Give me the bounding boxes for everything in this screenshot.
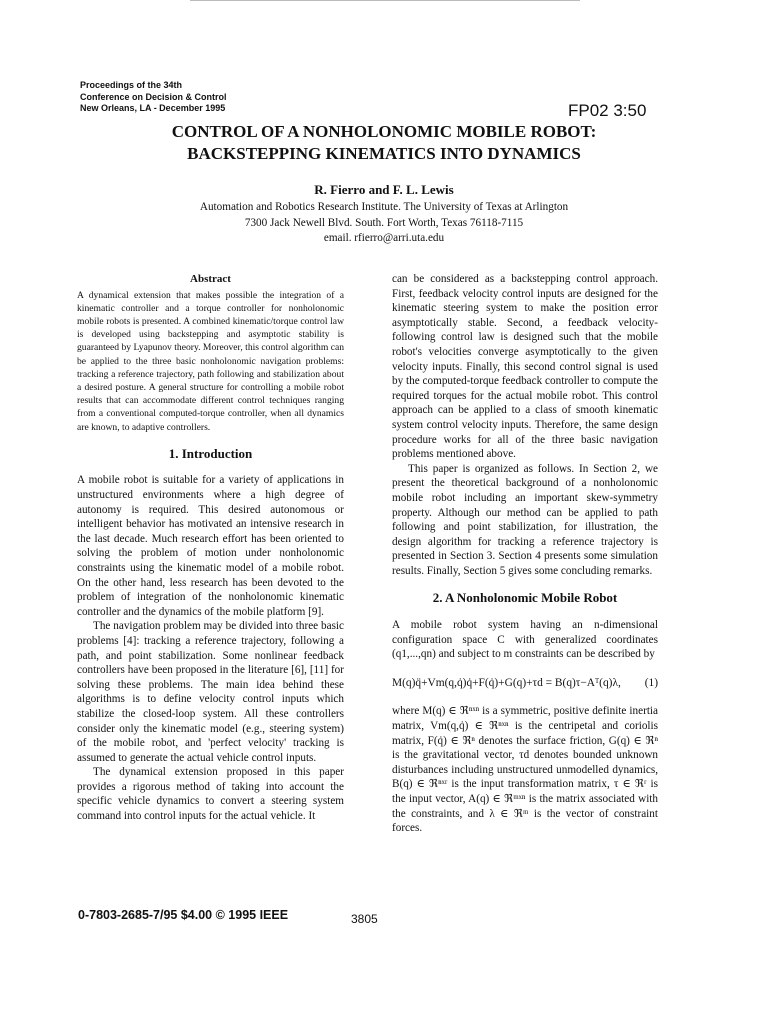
- abstract-text: A dynamical extension that makes possible the integration of a kinematic controller and a torque controller for nonholonomic mobile robots is presented. A combined kinematic/torque control law is developed using backstepping and asymptotic stability is guaranteed by Lyapunov theory. Moreover, this control algorithm can be applied to the three basic nonholonomic navigation problems: tracking a reference trajectory, path following and stabilization about a desired posture. A general structure for controlling a mobile robot results that can accommodate different control techniques ranging from a conventional computed-torque controller, when all dynamics are known, to adaptive controllers.: [77, 289, 345, 433]
- equation-body: M(q)q̈+Vm(q,q̇)q̇+F(q̇)+G(q)+τd = B(q)τ−Aᵀ(q)λ,: [392, 676, 621, 689]
- page-number: 3805: [351, 912, 378, 926]
- left-column: [77, 272, 344, 824]
- authors: R. Fierro and F. L. Lewis: [314, 182, 454, 197]
- title-line: BACKSTEPPING KINEMATICS INTO DYNAMICS: [187, 144, 581, 163]
- proceedings-line: New Orleans, LA - December 1995: [80, 103, 226, 113]
- body-paragraph: This paper is organized as follows. In Section 2, we present the theoretical background of a nonholonomic mobile robot including an important skew-symmetry property. Although our method can be applied to path following and point stabilization, for illustration, the design algorithm for tracking a reference trajectory is presented in Section 3. Section 4 presents some simulation results. Finally, Section 5 gives some concluding remarks.: [392, 462, 658, 577]
- affiliation-line: 7300 Jack Newell Blvd. South. Fort Worth, Texas 76118-7115: [244, 216, 524, 229]
- body-paragraph: where M(q) ∈ ℜⁿˣⁿ is a symmetric, positive definite inertia matrix, Vm(q,q̇) ∈ ℜⁿˣⁿ is the centripetal and coriolis matrix, F(q̇) ∈ ℜⁿ denotes the surface friction, G(q) ∈ ℜⁿ is the gravitational vector, τd denotes bounded unknown disturbances including unstructured unmodelled dynamics, B(q) ∈ ℜⁿˣʳ is the input transformation matrix, τ ∈ ℜʳ is the input vector, A(q) ∈ ℜᵐˣⁿ is the matrix associated with the constraints, and λ ∈ ℜᵐ is the vector of constraint forces.: [392, 705, 658, 835]
- title-line: CONTROL OF A NONHOLONOMIC MOBILE ROBOT:: [171, 122, 597, 141]
- proceedings-header: [80, 80, 227, 115]
- affiliation-line: Automation and Robotics Research Institute. The University of Texas at Arlington: [199, 201, 569, 213]
- section-2-heading: 2. A Nonholonomic Mobile Robot: [432, 590, 618, 606]
- affiliation: [100, 200, 668, 247]
- session-code: FP02 3:50: [568, 101, 647, 120]
- body-paragraph: A mobile robot system having an n-dimensional configuration space C with generalized coordinates (q1,...,qn) and subject to m constraints can be described by: [392, 619, 658, 661]
- equation-number: (1): [644, 676, 658, 689]
- affiliation-email: email. rfierro@arri.uta.edu: [323, 232, 445, 244]
- scan-top-rule: [190, 0, 580, 1]
- intro-paragraph: The navigation problem may be divided into three basic problems [4]: tracking a reference trajectory, following a path, and point stabilization. Some nonlinear feedback controllers have been proposed in the literature [6], [11] for solving these problems. The main idea behind these algorithms is to define velocity control inputs which stabilize the closed-loop system. All these controllers consider only the kinematic model (e.g., steering system) of the mobile robot, and 'perfect velocity' tracking is assumed to generate the actual vehicle control inputs.: [77, 620, 344, 764]
- body-paragraph: can be considered as a backstepping control approach. First, feedback velocity control inputs are designed for the kinematic steering system to make the position error asymptotically stable. Second, a feedback velocity-following control law is designed such that the mobile robot's velocities converge asymptotically to the given velocity inputs. Finally, this second control signal is used by the computed-torque feedback controller to compute the required torques for the actual mobile robot. This control approach can be applied to a class of smooth kinematic system control velocity inputs. Therefore, the same design procedure works for all of the three basic navigation problems mentioned above.: [392, 273, 658, 461]
- right-column: [392, 272, 658, 836]
- copyright-line: 0-7803-2685-7/95 $4.00 © 1995 IEEE: [78, 908, 289, 922]
- intro-paragraph: The dynamical extension proposed in this paper provides a rigorous method of taking into account the specific vehicle dynamics to convert a steering system command into control inputs for the actual vehicle. It: [77, 766, 344, 823]
- section-1-heading: 1. Introduction: [168, 445, 253, 461]
- abstract-heading: Abstract: [190, 273, 231, 285]
- paper-title: [100, 121, 668, 165]
- intro-paragraph: A mobile robot is suitable for a variety of applications in unstructured environments where a high degree of autonomy is required. This desired autonomous or intelligent behavior has motivated an intensive research in the last decade. Much research effort has been oriented to solving the problem of motion under nonholonomic constraints using the kinematic model of a mobile robot. On the other hand, less research has been devoted to the problem of integration of the nonholonomic kinematic controller and the dynamics of the mobile platform [9].: [77, 474, 344, 618]
- equation-1: [392, 676, 658, 691]
- proceedings-line: Conference on Decision & Control: [80, 91, 227, 102]
- proceedings-line: Proceedings of the 34th: [80, 80, 183, 90]
